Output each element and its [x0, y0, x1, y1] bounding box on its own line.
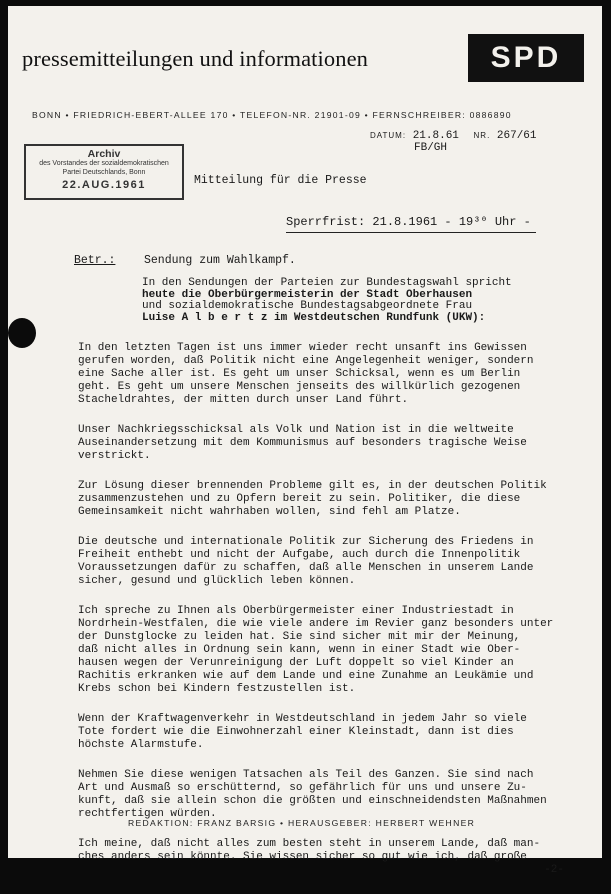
paragraph-line: ches anders sein könnte. Sie wissen sicher so gut wie ich, daß große [78, 851, 527, 863]
stamp-title: Archiv [87, 148, 121, 160]
stamp-line-2: Partei Deutschlands, Bonn [62, 168, 146, 176]
paragraph-line: Krebs schon bei Kindern festzustellen ist. [78, 683, 356, 695]
press-release-page [8, 6, 602, 876]
intro-line: Luise A l b e r t z im Westdeutschen Rundfunk (UKW): [142, 311, 486, 324]
paragraph-line: Gemeinsamkeit nicht wahrhaben wollen, sind fehl am Platze. [78, 506, 461, 518]
paragraph-line: Wenn der Kraftwagenverkehr in Westdeutschland in jedem Jahr so viele [78, 713, 527, 725]
embargo-line: Sperrfrist: 21.8.1961 - 19³⁰ Uhr - [286, 215, 531, 229]
body-text [78, 342, 578, 894]
masthead-title: pressemitteilungen und informationen [22, 46, 369, 71]
paragraph-line: geht. Es geht um unsere Menschen jenseits des willkürlich gezogenen [78, 381, 521, 393]
paragraph-line: rechtfertigen würden. [78, 808, 217, 820]
stamp-line-1: des Vorstandes der sozialdemokratischen [39, 160, 169, 167]
embargo-underline [286, 232, 536, 233]
paragraph [78, 536, 578, 588]
paragraph [78, 713, 578, 752]
editorial-footer: REDAKTION: FRANZ BARSIG • HERAUSGEBER: HERBERT WEHNER [128, 818, 476, 828]
paragraph-line: Nehmen Sie diese wenigen Tatsachen als Teil des Ganzen. Sie sind nach [78, 769, 534, 781]
paragraph-line: Voraussetzungen dafür zu schaffen, daß alle Menschen in unserem Lande [78, 562, 534, 574]
paragraph-line: Ich meine, daß nicht alles zum besten steht in unserem Lande, daß man- [78, 838, 541, 850]
spd-logo: SPD [468, 34, 584, 82]
paragraph-line: höchste Alarmstufe. [78, 739, 204, 751]
paragraph [78, 424, 578, 463]
paragraph-line: Rachitis erkranken wie auf dem Lande und eine Zunahme an Leukämie und [78, 670, 534, 682]
paragraph-line: Auseinandersetzung mit dem Kommunismus auf besonders tragische Weise [78, 437, 527, 449]
paragraph-line: Ich spreche zu Ihnen als Oberbürgermeister einer Industriestadt in [78, 605, 514, 617]
subject-label: Betr.: [74, 254, 116, 267]
punch-hole [8, 318, 36, 348]
intro-line: und sozialdemokratische Bundestagsabgeordnete Frau [142, 300, 473, 312]
paragraph-line: kunft, daß sie allein schon die größten und einschneidendsten Maßnahmen [78, 795, 547, 807]
intro-line: heute die Oberbürgermeisterin der Stadt Oberhausen [142, 288, 473, 301]
initials: FB/GH [414, 142, 448, 154]
paragraph-line: gerufen worden, daß Politik nicht eine Angelegenheit weniger, sondern [78, 355, 534, 367]
date-value: 21.8.61 [412, 130, 459, 142]
paragraph-line: hausen wegen der Verunreinigung der Luft doppelt so viel Kinder an [78, 657, 514, 669]
paragraph [78, 342, 578, 407]
paragraph-line: In den letzten Tagen ist uns immer wieder recht unsanft ins Gewissen [78, 342, 527, 354]
paragraph-line: daß nicht alles in Ordnung sein kann, wenn in einer Stadt wie Ober- [78, 644, 521, 656]
stamp-date: 22.AUG.1961 [62, 179, 146, 191]
paragraph [78, 605, 578, 696]
paragraph-line: Stacheldrahtes, der mitten durch unser Land führt. [78, 394, 409, 406]
paragraph-line: Freiheit enthebt und nicht der Aufgabe, auch durch die Innenpolitik [78, 549, 521, 561]
paragraph-line: -2- [544, 864, 564, 876]
date-number-row [370, 130, 537, 154]
paragraph [78, 838, 578, 877]
paragraph-line: Nordrhein-Westfalen, die wie viele andere im Revier ganz besonders unter [78, 618, 554, 630]
press-notice-label: Mitteilung für die Presse [194, 174, 367, 187]
paragraph-line: Art und Ausmaß so erschütternd, so gefährlich für uns und unsere Zu- [78, 782, 527, 794]
paragraph-line: eine Sache aller ist. Es geht um unser Schicksal, wenn es um Berlin [78, 368, 521, 380]
date-label: DATUM: [370, 131, 407, 140]
subject-text: Sendung zum Wahlkampf. [144, 254, 296, 267]
number-label: NR. [473, 131, 491, 140]
paragraph-line: zusammenzustehen und zu Opfern bereit zu sein. Politiker, die diese [78, 493, 521, 505]
paragraph-line: Zur Lösung dieser brennenden Probleme gilt es, in der deutschen Politik [78, 480, 547, 492]
archive-stamp [24, 144, 184, 200]
paragraph-line: sicher, gesund und glücklich leben können. [78, 575, 356, 587]
intro-line: In den Sendungen der Parteien zur Bundestagswahl spricht [142, 277, 512, 289]
intro-block [142, 278, 572, 324]
paragraph-line: verstrickt. [78, 450, 151, 462]
paragraph [78, 769, 578, 821]
paragraph-line: Tote fordert wie die Einwohnerzahl einer Kleinstadt, dann ist dies [78, 726, 514, 738]
paragraph-line: der Dunstglocke zu leiden hat. Sie sind sicher mit mir der Meinung, [78, 631, 521, 643]
number-value: 267/61 [496, 130, 537, 142]
paragraph-line: Die deutsche und internationale Politik zur Sicherung des Friedens in [78, 536, 534, 548]
contact-line: BONN • FRIEDRICH-EBERT-ALLEE 170 • TELEFON-NR. 21901-09 • FERNSCHREIBER: 0886890 [32, 110, 512, 120]
paragraph-line: Unser Nachkriegsschicksal als Volk und Nation ist in die weltweite [78, 424, 514, 436]
paragraph [78, 480, 578, 519]
